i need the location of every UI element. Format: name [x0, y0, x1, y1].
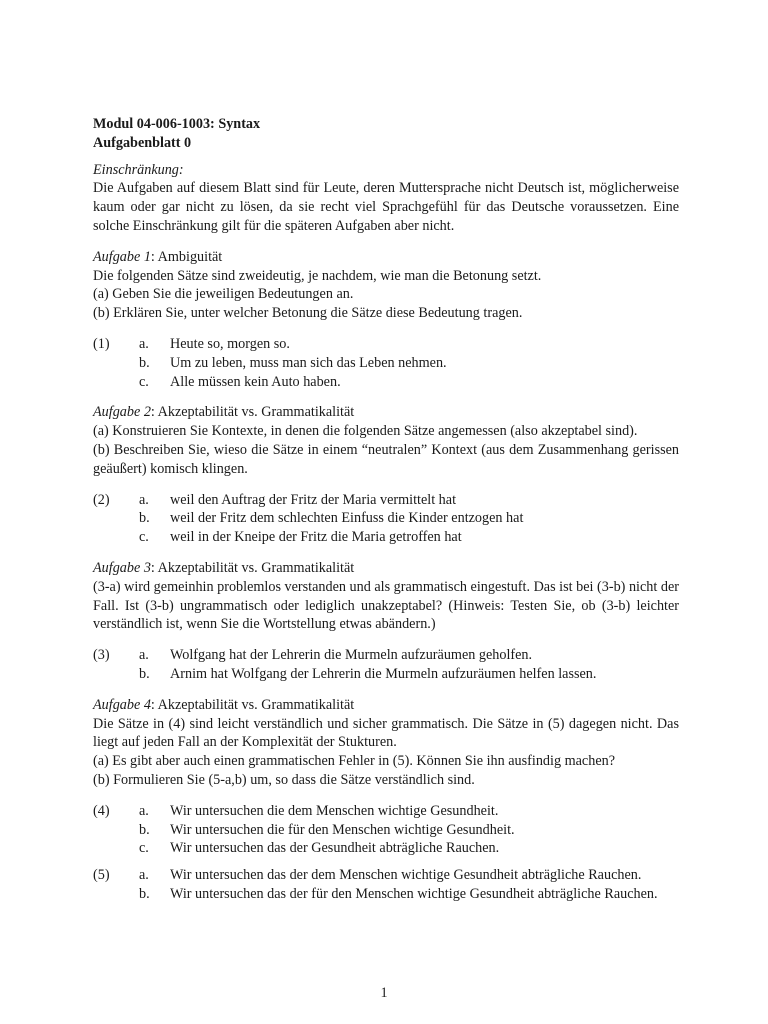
example-sentence: Wolfgang hat der Lehrerin die Murmeln aufzuräumen geholfen.	[170, 647, 533, 664]
example-sentence: Wir untersuchen das der dem Menschen wichtige Gesundheit abträgliche Rauchen.	[170, 867, 642, 884]
task-2-line-a: (a) Konstruieren Sie Kontexte, in denen die folgenden Sätze angemessen (also akzeptabel sind).	[93, 423, 638, 440]
example-row	[93, 335, 679, 354]
task-3	[93, 559, 679, 634]
task-4-line-b: (b) Formulieren Sie (5-a,b) um, so dass die Sätze verständlich sind.	[93, 771, 475, 788]
task-4-label: Aufgabe 4	[93, 696, 151, 713]
task-2-label: Aufgabe 2	[93, 404, 151, 421]
task-1-line: Die folgenden Sätze sind zweideutig, je nachdem, wie man die Betonung setzt.	[93, 267, 542, 284]
example-sentence: Wir untersuchen die für den Menschen wichtige Gesundheit.	[170, 821, 515, 838]
example-letter: b.	[139, 665, 150, 682]
task-1-line: (b) Erklären Sie, unter welcher Betonung die Sätze diese Bedeutung tragen.	[93, 305, 523, 322]
example-row	[93, 528, 679, 547]
example-number: (2)	[93, 491, 110, 508]
example-sentence: Wir untersuchen das der für den Menschen wichtige Gesundheit abträgliche Rauchen.	[170, 885, 658, 902]
example-row	[93, 885, 679, 904]
example-3	[93, 646, 679, 684]
example-row	[93, 373, 679, 392]
example-letter: c.	[139, 840, 149, 857]
example-2	[93, 491, 679, 547]
example-sentence: Wir untersuchen die dem Menschen wichtige Gesundheit.	[170, 802, 499, 819]
task-1-topic: : Ambiguität	[150, 248, 223, 265]
task-3-topic: : Akzeptabilität vs. Grammatikalität	[150, 559, 355, 576]
example-row	[93, 802, 679, 821]
task-2-topic: : Akzeptabilität vs. Grammatikalität	[150, 404, 355, 421]
example-number: (5)	[93, 867, 110, 884]
example-sentence: Alle müssen kein Auto haben.	[170, 373, 341, 390]
example-letter: b.	[139, 510, 150, 527]
restriction-section	[93, 161, 679, 236]
task-1	[93, 248, 679, 323]
example-letter: a.	[139, 647, 149, 664]
example-row	[93, 839, 679, 858]
task-3-text: (3-a) wird gemeinhin problemlos verstanden und als grammatisch eingestuft. Das ist bei (3-b) nicht der Fall. Ist (3-b) ungrammatisch oder lediglich unakzeptabel? (Hinweis: Testen Sie, ob (3-b) leichter verständlich ist, wenn Sie die Wortstellung etwas abändern.)	[93, 578, 679, 633]
example-letter: b.	[139, 885, 150, 902]
task-2-line-b: (b) Beschreiben Sie, wieso die Sätze in einem “neutralen” Kontext (aus dem Zusammenhang gerissen geäußert) komisch klingen.	[93, 441, 679, 477]
example-letter: c.	[139, 373, 149, 390]
module-title: Modul 04-006-1003: Syntax	[93, 116, 261, 132]
example-sentence: weil in der Kneipe der Fritz die Maria getroffen hat	[170, 529, 462, 546]
example-row	[93, 665, 679, 684]
example-4	[93, 802, 679, 858]
example-number: (3)	[93, 647, 110, 664]
example-sentence: Wir untersuchen das der Gesundheit abträgliche Rauchen.	[170, 840, 500, 857]
example-sentence: weil der Fritz dem schlechten Einfuss die Kinder entzogen hat	[170, 510, 524, 527]
example-letter: a.	[139, 335, 149, 352]
example-row	[93, 646, 679, 665]
example-letter: b.	[139, 821, 150, 838]
restriction-heading: Einschränkung:	[93, 161, 184, 178]
task-1-heading	[93, 248, 679, 267]
task-2-heading	[93, 403, 679, 422]
sheet-title: Aufgabenblatt 0	[93, 134, 192, 151]
example-row	[93, 866, 679, 885]
example-number: (4)	[93, 802, 110, 819]
task-2	[93, 403, 679, 478]
task-3-heading	[93, 559, 679, 578]
example-sentence: Heute so, morgen so.	[170, 335, 290, 352]
example-5	[93, 866, 679, 904]
task-4-topic: : Akzeptabilität vs. Grammatikalität	[150, 696, 355, 713]
task-4-line-a: (a) Es gibt aber auch einen grammatischen Fehler in (5). Können Sie ihn ausfindig machen?	[93, 753, 616, 770]
task-4-text: Die Sätze in (4) sind leicht verständlich und sicher grammatisch. Die Sätze in (5) dagegen nicht. Das liegt auf jeden Fall an der Komplexität der Stukturen.	[93, 715, 679, 751]
task-3-label: Aufgabe 3	[93, 559, 151, 576]
example-letter: a.	[139, 491, 149, 508]
example-row	[93, 821, 679, 840]
document-body	[93, 115, 679, 904]
page-number: 1	[380, 985, 388, 1001]
example-letter: a.	[139, 802, 149, 819]
example-sentence: Um zu leben, muss man sich das Leben nehmen.	[170, 354, 447, 371]
example-letter: a.	[139, 867, 149, 884]
task-4-heading	[93, 696, 679, 715]
example-row	[93, 491, 679, 510]
example-row	[93, 509, 679, 528]
example-letter: c.	[139, 529, 149, 546]
example-row	[93, 354, 679, 373]
example-letter: b.	[139, 354, 150, 371]
restriction-text: Die Aufgaben auf diesem Blatt sind für Leute, deren Muttersprache nicht Deutsch ist, möglicherweise kaum oder gar nicht zu lösen, da sie recht viel Sprachgefühl für das Deutsche voraussetzen. Eine solche Einschränkung gilt für die späteren Aufgaben aber nicht.	[93, 180, 679, 234]
example-1	[93, 335, 679, 391]
example-number: (1)	[93, 335, 110, 352]
task-4	[93, 696, 679, 790]
task-1-line: (a) Geben Sie die jeweiligen Bedeutungen an.	[93, 286, 354, 303]
example-sentence: weil den Auftrag der Fritz der Maria vermittelt hat	[170, 491, 457, 508]
task-1-label: Aufgabe 1	[93, 248, 151, 265]
example-sentence: Arnim hat Wolfgang der Lehrerin die Murmeln aufzuräumen helfen lassen.	[170, 665, 597, 682]
